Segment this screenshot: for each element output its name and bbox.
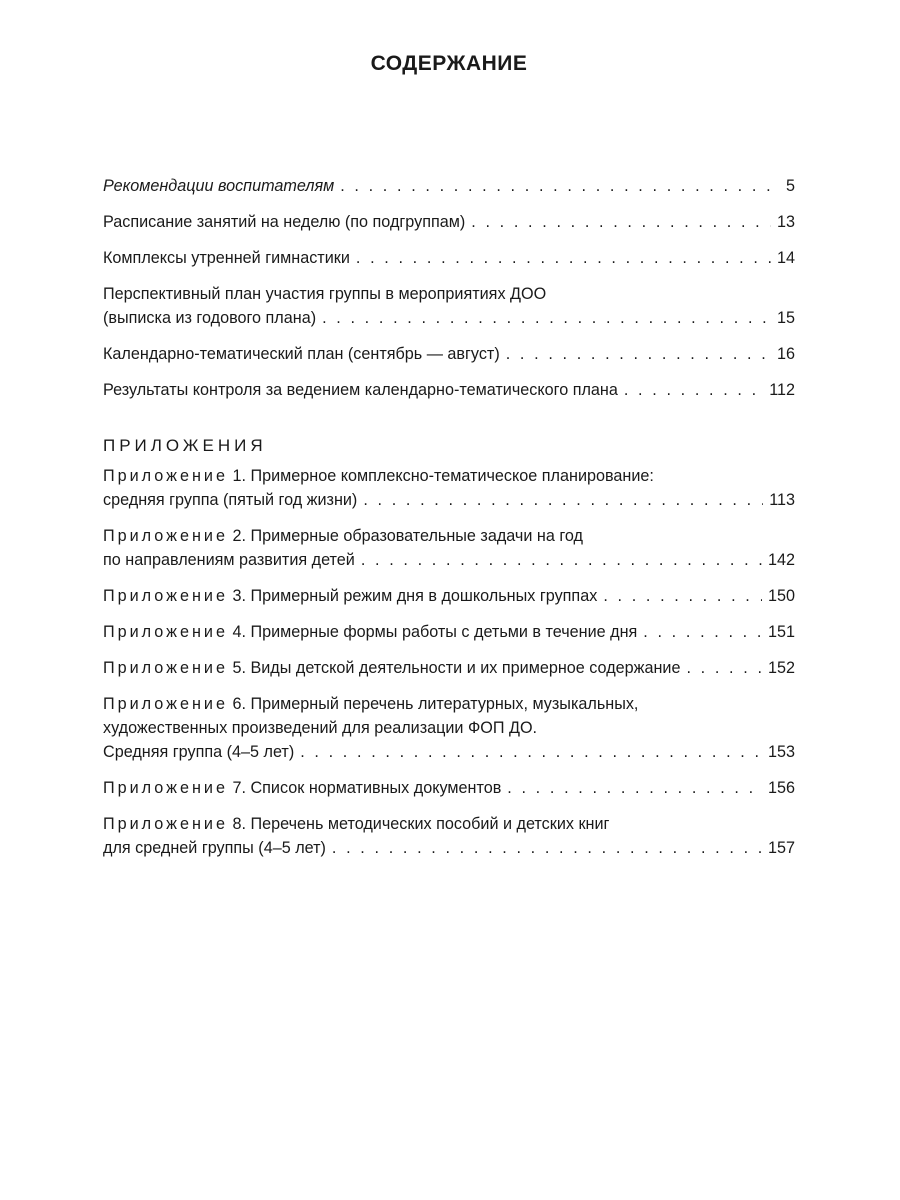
appendix-label: Приложение (103, 527, 228, 545)
appendix-title-first: Примерное комплексно-тематическое планирование: (250, 467, 654, 485)
appendix-entry-row (103, 548, 795, 572)
appendix-entry-title (103, 620, 637, 644)
toc-page-number: 5 (785, 177, 795, 195)
dot-leader (686, 656, 762, 680)
appendix-entry-title (103, 467, 654, 485)
appendix-entry-row (103, 740, 795, 764)
dot-leader (624, 378, 763, 402)
appendix-entry-title (103, 695, 638, 713)
toc-page-number: 13 (776, 213, 795, 231)
toc-page-number: 15 (776, 309, 795, 327)
toc-page-number: 152 (767, 659, 795, 677)
appendix-entry-line (103, 524, 795, 548)
toc-page-number: 14 (776, 249, 795, 267)
appendix-entry (103, 524, 795, 572)
dot-leader (506, 342, 771, 366)
toc-page-number: 113 (769, 491, 795, 509)
appendix-label: Приложение (103, 779, 228, 797)
toc-entry-title: Календарно-тематический план (сентябрь — август) (103, 345, 500, 363)
appendix-label: Приложение (103, 623, 228, 641)
page-title: СОДЕРЖАНИЕ (370, 52, 528, 75)
toc-entry-title: Комплексы утренней гимнастики (103, 249, 350, 267)
appendix-title-first: Примерный перечень литературных, музыкальных, (250, 695, 639, 713)
appendix-number: 5. (232, 659, 246, 677)
appendix-entry-row (103, 836, 795, 860)
appendix-number: 2. (232, 527, 246, 545)
appendix-entries-list (103, 464, 795, 860)
appendix-number: 3. (232, 587, 246, 605)
appendix-number: 8. (232, 815, 246, 833)
appendix-heading: ПРИЛОЖЕНИЯ (103, 436, 267, 455)
appendix-entry (103, 464, 795, 512)
toc-entry (103, 378, 795, 402)
appendix-entry-line: художественных произведений для реализации ФОП ДО. (103, 719, 538, 737)
dot-leader (322, 306, 771, 330)
toc-entry-title: Результаты контроля за ведением календарно-тематического плана (103, 381, 618, 399)
toc-page-number: 150 (767, 587, 795, 605)
dot-leader (300, 740, 762, 764)
appendix-entry-line (103, 812, 795, 836)
appendix-entry (103, 692, 795, 764)
appendix-entry (103, 620, 795, 644)
appendix-entry-row (103, 488, 795, 512)
dot-leader (643, 620, 762, 644)
toc-page-number: 156 (767, 779, 795, 797)
appendix-entry-row (103, 776, 795, 800)
dot-leader (471, 210, 771, 234)
appendix-title-first: Примерные формы работы с детьми в течение дня (250, 623, 638, 641)
appendix-label: Приложение (103, 467, 228, 485)
appendix-title-last: по направлениям развития детей (103, 551, 355, 569)
toc-entry-line: Перспективный план участия группы в мероприятиях ДОО (103, 285, 547, 303)
appendix-entry (103, 584, 795, 608)
toc-entry-title: (выписка из годового плана) (103, 309, 317, 327)
toc-entry-title: Рекомендации воспитателям (103, 177, 335, 195)
toc-page-number: 151 (767, 623, 795, 641)
dot-leader (332, 836, 762, 860)
appendix-entry-line (103, 692, 795, 716)
appendix-entry-title (103, 815, 609, 833)
toc-entry-row (103, 174, 795, 198)
appendix-title-first: Примерные образовательные задачи на год (250, 527, 583, 545)
toc-page-number: 112 (769, 381, 795, 399)
appendix-entry (103, 656, 795, 680)
toc-page-number: 142 (767, 551, 795, 569)
dot-leader (361, 548, 762, 572)
appendix-number: 1. (232, 467, 246, 485)
appendix-label: Приложение (103, 659, 228, 677)
toc-page-number: 153 (767, 743, 795, 761)
appendix-title-last: Средняя группа (4–5 лет) (103, 743, 295, 761)
dot-leader (507, 776, 762, 800)
toc-entry-row (103, 306, 795, 330)
appendix-label: Приложение (103, 695, 228, 713)
toc-entry-title: Расписание занятий на неделю (по подгруппам) (103, 213, 466, 231)
toc-entry (103, 174, 795, 198)
toc-page-number: 157 (767, 839, 795, 857)
appendix-label: Приложение (103, 815, 228, 833)
appendix-title-last: средняя группа (пятый год жизни) (103, 491, 358, 509)
toc-entry (103, 282, 795, 330)
appendix-number: 7. (232, 779, 246, 797)
appendix-title-first: Виды детской деятельности и их примерное содержание (250, 659, 681, 677)
toc-entry-row (103, 378, 795, 402)
toc-entry-row (103, 342, 795, 366)
toc-entry (103, 342, 795, 366)
appendix-number: 4. (232, 623, 246, 641)
appendix-entry-row (103, 584, 795, 608)
appendix-entry-title (103, 584, 597, 608)
appendix-entry-line (103, 464, 795, 488)
appendix-entry-title (103, 656, 680, 680)
table-of-contents (103, 174, 795, 872)
appendix-entry-row (103, 656, 795, 680)
appendix-title-first: Примерный режим дня в дошкольных группах (250, 587, 598, 605)
appendix-label: Приложение (103, 587, 228, 605)
appendix-title-first: Список нормативных документов (250, 779, 502, 797)
toc-page-number: 16 (776, 345, 795, 363)
appendix-entry (103, 776, 795, 800)
appendix-entry-title (103, 776, 501, 800)
dot-leader (356, 246, 771, 270)
toc-entry (103, 210, 795, 234)
toc-entry (103, 246, 795, 270)
dot-leader (603, 584, 762, 608)
toc-entry-row (103, 246, 795, 270)
dot-leader (363, 488, 763, 512)
toc-entry-row (103, 210, 795, 234)
appendix-entry-row (103, 620, 795, 644)
appendix-entry-title (103, 527, 583, 545)
appendix-entry (103, 812, 795, 860)
appendix-title-last: для средней группы (4–5 лет) (103, 839, 326, 857)
main-entries-list (103, 174, 795, 402)
dot-leader (340, 174, 780, 198)
appendix-title-first: Перечень методических пособий и детских книг (250, 815, 610, 833)
appendix-number: 6. (232, 695, 246, 713)
